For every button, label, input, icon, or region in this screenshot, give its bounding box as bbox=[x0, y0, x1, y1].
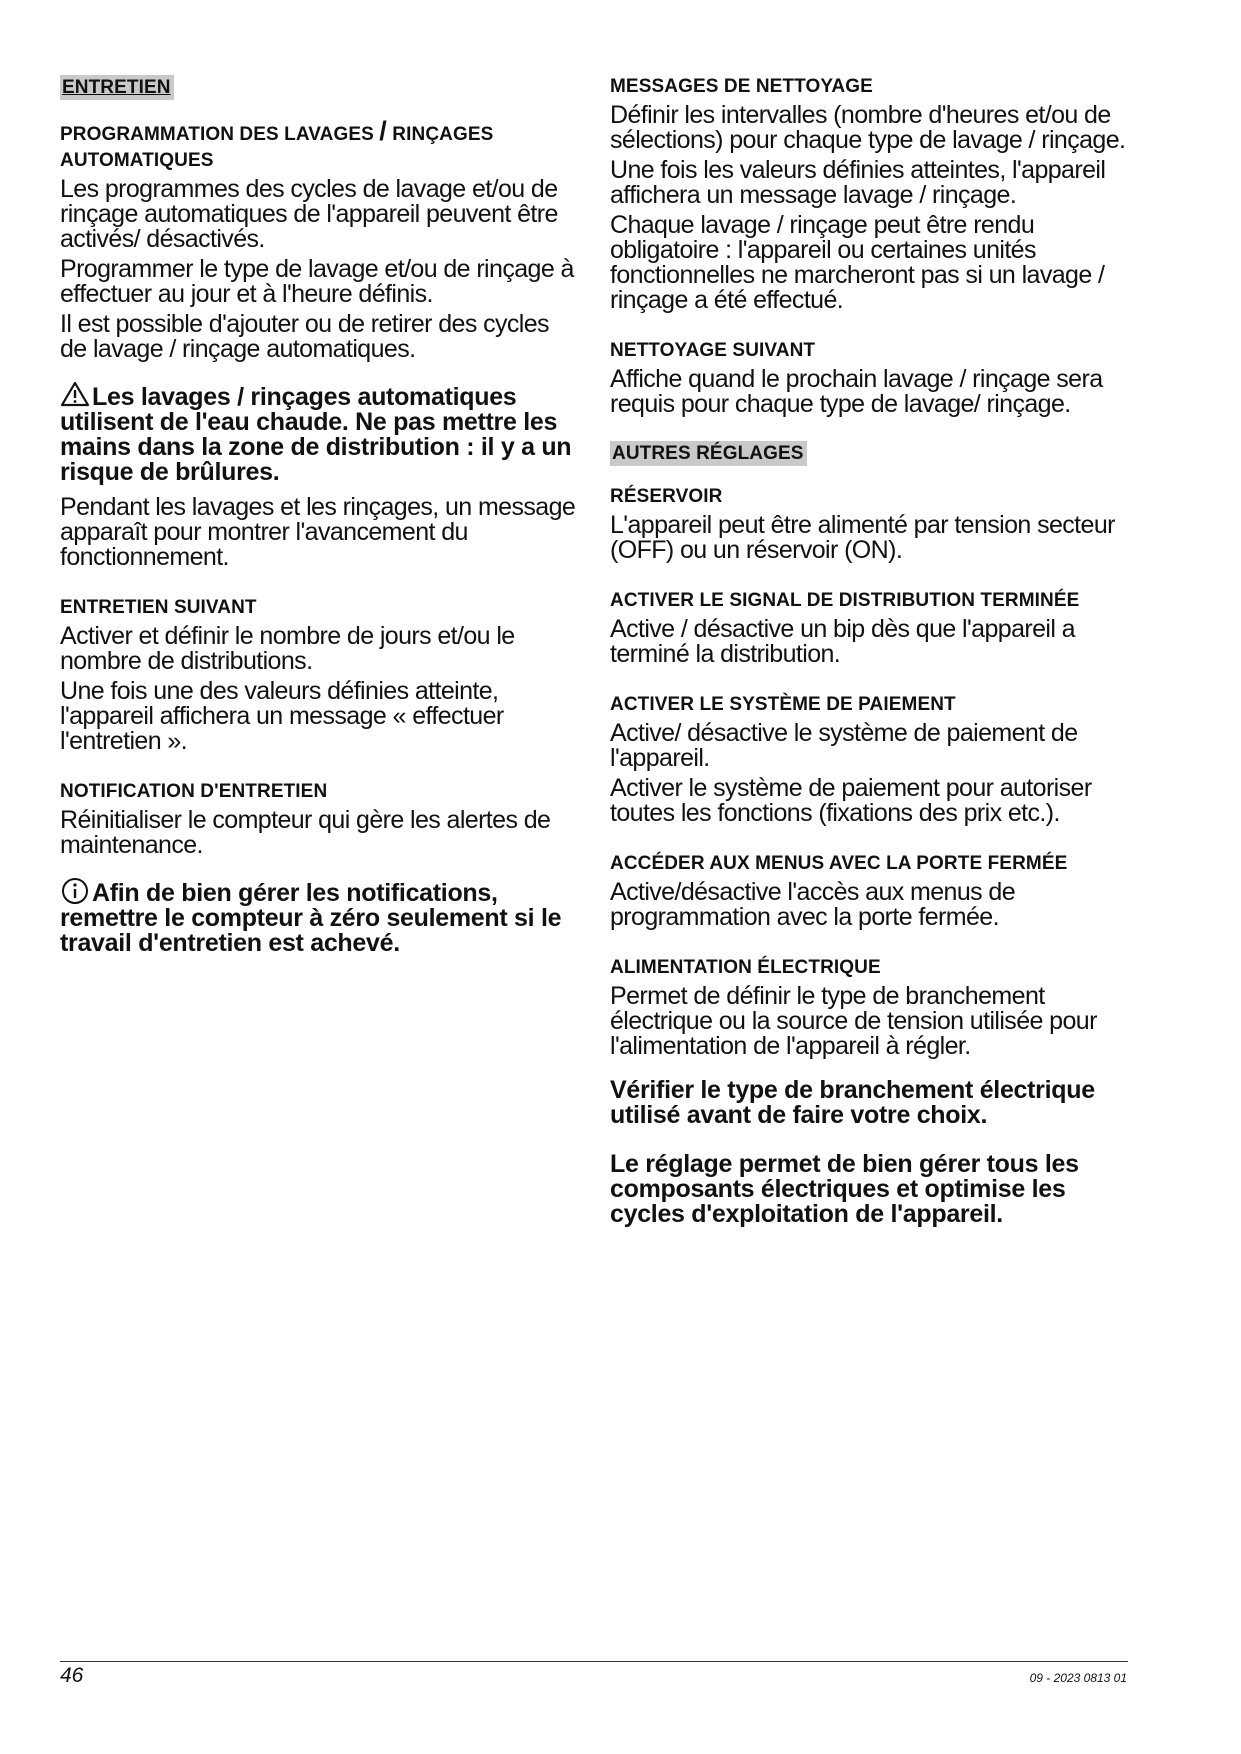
document-code: 09 - 2023 0813 01 bbox=[1029, 1671, 1127, 1685]
payment-paragraph-1: Active/ désactive le système de paiement de l'appareil. bbox=[610, 719, 1078, 772]
right-column bbox=[610, 70, 1135, 1237]
hot-water-warning bbox=[60, 381, 580, 485]
heading-auto-wash-slash: / bbox=[379, 116, 387, 146]
auto-wash-paragraph-4: Pendant les lavages et les rinçages, un message apparaît pour montrer l'avancement du fonctionnement. bbox=[60, 493, 576, 571]
footer-divider bbox=[60, 1661, 1128, 1662]
notification-info-text: Afin de bien gérer les notifications, remettre le compteur à zéro seulement si le travail d'entretien est achevé. bbox=[60, 879, 562, 957]
power-bold-1: Vérifier le type de branchement électrique utilisé avant de faire votre choix. bbox=[610, 1076, 1095, 1129]
cleaning-messages-paragraph-2: Une fois les valeurs définies atteintes, l'appareil affichera un message lavage / rinçage. bbox=[610, 156, 1106, 209]
auto-wash-paragraph-1: Les programmes des cycles de lavage et/ou de rinçage automatiques de l'appareil peuvent être activés/ désactivés. bbox=[60, 175, 558, 253]
cleaning-messages-paragraph-3: Chaque lavage / rinçage peut être rendu obligatoire : l'appareil ou certaines unités fonctionnelles ne marcheront pas si un lavage / rinçage a été effectué. bbox=[610, 211, 1105, 314]
heading-reservoir: RÉSERVOIR bbox=[610, 486, 723, 507]
heading-notification: NOTIFICATION D'ENTRETIEN bbox=[60, 781, 328, 802]
heading-auto-wash-a: PROGRAMMATION DES LAVAGES bbox=[60, 124, 374, 145]
page-number: 46 bbox=[60, 1664, 84, 1687]
power-paragraph-1: Permet de définir le type de branchement électrique ou la source de tension utilisée pour l'alimentation de l'appareil à régler. bbox=[610, 982, 1097, 1060]
heading-signal: ACTIVER LE SIGNAL DE DISTRIBUTION TERMINÉE bbox=[610, 590, 1080, 611]
next-maintenance-paragraph-2: Une fois une des valeurs définies atteinte, l'appareil affichera un message « effectuer l'entretien ». bbox=[60, 677, 504, 755]
heading-auto-wash-c: AUTOMATIQUES bbox=[60, 150, 214, 171]
cleaning-messages-paragraph-1: Définir les intervalles (nombre d'heures et/ou de sélections) pour chaque type de lavage / rinçage. bbox=[610, 101, 1126, 154]
section-title-entretien: ENTRETIEN bbox=[60, 75, 174, 100]
heading-auto-wash-b: RINÇAGES bbox=[392, 124, 494, 145]
heading-payment: ACTIVER LE SYSTÈME DE PAIEMENT bbox=[610, 694, 956, 715]
heading-next-maintenance: ENTRETIEN SUIVANT bbox=[60, 597, 257, 618]
notification-info bbox=[60, 877, 580, 956]
heading-auto-wash bbox=[60, 118, 580, 174]
heading-power: ALIMENTATION ÉLECTRIQUE bbox=[610, 957, 881, 978]
signal-paragraph-1: Active / désactive un bip dès que l'appareil a terminé la distribution. bbox=[610, 615, 1075, 668]
hot-water-warning-text: Les lavages / rinçages automatiques utilisent de l'eau chaude. Ne pas mettre les mains dans la zone de distribution : il y a un risque de brûlures. bbox=[60, 383, 572, 486]
payment-paragraph-2: Activer le système de paiement pour autoriser toutes les fonctions (fixations des prix etc.). bbox=[610, 774, 1092, 827]
heading-next-cleaning: NETTOYAGE SUIVANT bbox=[610, 340, 816, 361]
auto-wash-paragraph-2: Programmer le type de lavage et/ou de rinçage à effectuer au jour et à l'heure définis. bbox=[60, 255, 574, 308]
warning-triangle-icon bbox=[60, 381, 90, 407]
next-cleaning-paragraph-1: Affiche quand le prochain lavage / rinçage sera requis pour chaque type de lavage/ rinçage. bbox=[610, 365, 1103, 418]
reservoir-paragraph-1: L'appareil peut être alimenté par tension secteur (OFF) ou un réservoir (ON). bbox=[610, 511, 1115, 564]
notification-paragraph-1: Réinitialiser le compteur qui gère les alertes de maintenance. bbox=[60, 806, 551, 859]
auto-wash-paragraph-3: Il est possible d'ajouter ou de retirer des cycles de lavage / rinçage automatiques. bbox=[60, 310, 549, 363]
heading-cleaning-messages: MESSAGES DE NETTOYAGE bbox=[610, 76, 873, 97]
info-circle-icon bbox=[60, 877, 90, 905]
next-maintenance-paragraph-1: Activer et définir le nombre de jours et/ou le nombre de distributions. bbox=[60, 622, 515, 675]
power-bold-2: Le réglage permet de bien gérer tous les composants électriques et optimise les cycles d'exploitation de l'appareil. bbox=[610, 1150, 1079, 1228]
heading-menus: ACCÉDER AUX MENUS AVEC LA PORTE FERMÉE bbox=[610, 853, 1068, 874]
left-column bbox=[60, 70, 580, 966]
section-title-autres-reglages: AUTRES RÉGLAGES bbox=[610, 441, 807, 466]
menus-paragraph-1: Active/désactive l'accès aux menus de programmation avec la porte fermée. bbox=[610, 878, 1016, 931]
